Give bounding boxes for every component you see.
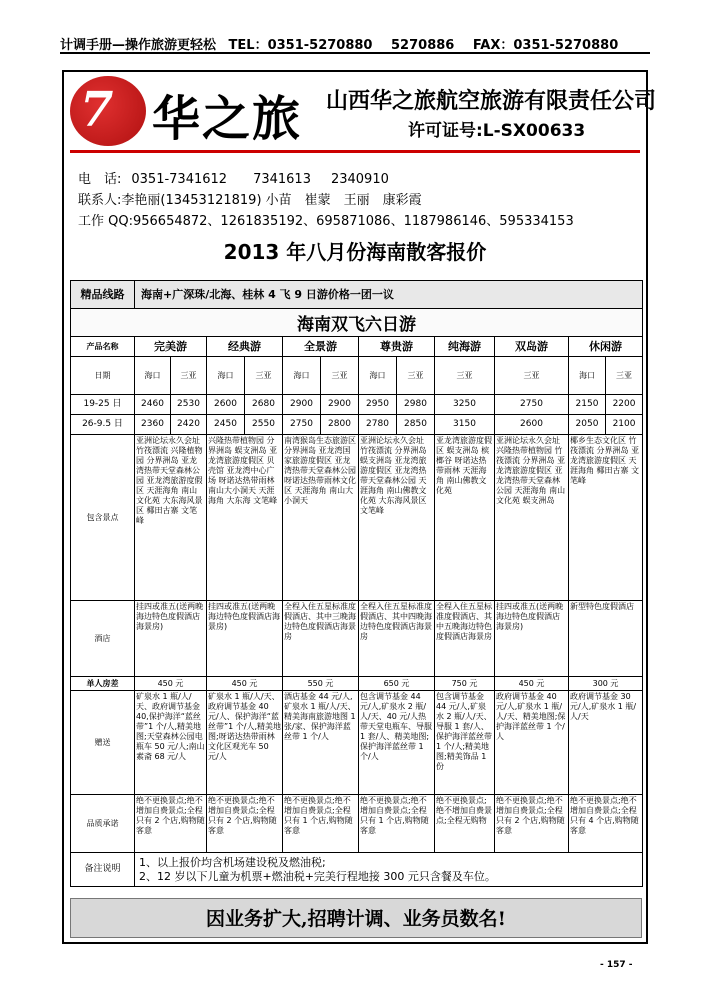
- price: 2100: [606, 415, 643, 435]
- page-title: 2013 年八月份海南散客报价: [223, 240, 487, 264]
- route-text: 海南+广深珠/北海、桂林 4 飞 9 日游价格一团一议: [135, 281, 643, 309]
- quality: 绝不更换景点;绝不增加自费景点;全程只有 1 个店,购物随客意: [359, 795, 435, 853]
- hotel-row: [71, 601, 643, 677]
- single: 750 元: [435, 677, 495, 691]
- company-name: 山西华之旅航空旅游有限责任公司: [326, 89, 657, 114]
- qq-line: [78, 210, 584, 229]
- product-1: 经典游: [207, 337, 283, 357]
- price: 2680: [245, 395, 283, 415]
- single: 450 元: [207, 677, 283, 691]
- date: 26-9.5 日: [71, 415, 135, 435]
- sub-2: 海口: [207, 357, 245, 395]
- notes-row: [71, 853, 643, 887]
- price: 2460: [135, 395, 171, 415]
- product-6: 休闲游: [569, 337, 643, 357]
- quality: 绝不更换景点;绝不增加自费景点;全程无购物: [435, 795, 495, 853]
- price: 2750: [495, 395, 569, 415]
- date: 19-25 日: [71, 395, 135, 415]
- price-row-0: [71, 395, 643, 415]
- product-3: 尊贵游: [359, 337, 435, 357]
- price: 2900: [283, 395, 321, 415]
- price: 2950: [359, 395, 397, 415]
- quality: 绝不更换景点;绝不增加自费景点;全程只有 2 个店,购物随客意: [135, 795, 207, 853]
- tel2: 5270886: [391, 38, 455, 53]
- price: 2800: [321, 415, 359, 435]
- price-row-1: [71, 415, 643, 435]
- price: 2450: [207, 415, 245, 435]
- logo-icon: 7: [70, 76, 146, 146]
- product-label: 产品名称: [71, 337, 135, 357]
- price: 2530: [171, 395, 207, 415]
- quality: 绝不更换景点;绝不增加自费景点;全程只有 2 个店,购物随客意: [207, 795, 283, 853]
- people-label: 联系人:: [78, 193, 122, 208]
- spots: 椰乡生态文化区 竹筏漂流 分界洲岛 亚龙湾旅游度假区 天涯海角 椰田古寨 文笔峰: [569, 435, 643, 601]
- sub-10: 海口: [569, 357, 606, 395]
- row-label: 酒店: [71, 601, 135, 677]
- hotel: 全程入住五星标准度假酒店、其中三晚海边特色度假酒店海景房: [283, 601, 359, 677]
- quality-row: [71, 795, 643, 853]
- phone-2: 7341613: [253, 172, 311, 187]
- price: 2420: [171, 415, 207, 435]
- single: 450 元: [135, 677, 207, 691]
- gift: 政府调节基金 40 元/人,矿泉水 1 瓶/人/天、精美地图;保护海洋蓝丝带 1 个/人: [495, 691, 569, 795]
- phone-line: [78, 168, 399, 187]
- price: 2050: [569, 415, 606, 435]
- product-4: 纯海游: [435, 337, 495, 357]
- route-label: 精品线路: [71, 281, 135, 309]
- sub-5: 三亚: [321, 357, 359, 395]
- divider: [70, 150, 640, 153]
- single: 300 元: [569, 677, 643, 691]
- price: 2600: [495, 415, 569, 435]
- gift-row: [71, 691, 643, 795]
- product-title: 海南双飞六日游: [71, 309, 643, 337]
- sub-8: 三亚: [435, 357, 495, 395]
- gift: 包含调节基金 44 元/人,矿泉水 2 瓶/人/天、导服 1 套/人、保护海洋蓝丝带 1 个/人;精美地图;精美饰品 1 份: [435, 691, 495, 795]
- single-row: [71, 677, 643, 691]
- spots: 亚洲论坛永久会址 竹筏漂流 分界洲岛 蜈支洲岛 亚龙湾旅游度假区 亚龙湾热带天堂森林公园 天涯海角 南山佛教文化苑 大东海风景区 文笔峰: [359, 435, 435, 601]
- price: 2360: [135, 415, 171, 435]
- price: 2850: [397, 415, 435, 435]
- sub-4: 海口: [283, 357, 321, 395]
- recruit-banner: 因业务扩大,招聘计调、业务员数名!: [70, 898, 642, 938]
- single: 550 元: [283, 677, 359, 691]
- price: 2750: [283, 415, 321, 435]
- spots: 南湾猴岛生态旅游区 分界洲岛 亚龙湾国家旅游度假区 亚龙湾热带天堂森林公园 呀诺达热带雨林文化区 天涯海角 南山大小洞天: [283, 435, 359, 601]
- note: 1、以上报价均含机场建设税及燃油税;: [139, 855, 326, 869]
- row-label: 品质承诺: [71, 795, 135, 853]
- row-label: 备注说明: [71, 853, 135, 887]
- hotel: 挂四或准五(送两晚海边特色度假酒店海景房): [135, 601, 207, 677]
- sub-11: 三亚: [606, 357, 643, 395]
- people: 李艳丽(13453121819) 小苗 崔蒙 王丽 康彩霞: [121, 193, 422, 208]
- price: 2550: [245, 415, 283, 435]
- price: 3250: [435, 395, 495, 415]
- hotel: 全程入住五星标准度假酒店、其中五晚海边特色度假酒店海景房: [435, 601, 495, 677]
- fax: FAX：0351-5270880: [472, 38, 619, 53]
- sub-9: 三亚: [495, 357, 569, 395]
- spots: 兴隆热带植物园 分界洲岛 蜈支洲岛 亚龙湾旅游度假区 贝壳馆 亚龙湾中心广场 呀诺达热带雨林 南山大小洞天 天涯海角 大东海 文笔峰: [207, 435, 283, 601]
- product-0: 完美游: [135, 337, 207, 357]
- page-number: - 157 -: [600, 960, 633, 970]
- price: 3150: [435, 415, 495, 435]
- sub-1: 三亚: [171, 357, 207, 395]
- price-table: [70, 280, 643, 887]
- product-5: 双岛游: [495, 337, 569, 357]
- sub-7: 三亚: [397, 357, 435, 395]
- quality: 绝不更换景点;绝不增加自费景点;全程只有 1 个店,购物随客意: [283, 795, 359, 853]
- sub-6: 海口: [359, 357, 397, 395]
- spots: 亚洲论坛永久会址 竹筏漂流 兴隆植物园 分界洲岛 亚龙湾热带天堂森林公园 亚龙湾旅游度假区 天涯海角 南山文化苑 大东海风景区 椰田古寨 文笔峰: [135, 435, 207, 601]
- hotel: 全程入住五星标准度假酒店、其中四晚海边特色度假酒店海景房: [359, 601, 435, 677]
- gift: 政府调节基金 30 元/人,矿泉水 1 瓶/人/天: [569, 691, 643, 795]
- price: 2780: [359, 415, 397, 435]
- gift: 矿泉水 1 瓶/人/天、政府调节基金 40,保护海洋“蓝丝带”1 个/人,精美地图;天堂森林公园电瓶车 50 元/人;南山素斋 68 元/人: [135, 691, 207, 795]
- price: 2980: [397, 395, 435, 415]
- spots-row: [71, 435, 643, 601]
- sub-0: 海口: [135, 357, 171, 395]
- people-line: [78, 189, 432, 208]
- gift: 矿泉水 1 瓶/人/天、政府调节基金 40 元/人、保护海洋“蓝丝带”1 个/人,精美地图;呀诺达热带雨林文化区观光车 50 元/人: [207, 691, 283, 795]
- date-label: 日期: [71, 357, 135, 395]
- quality: 绝不更换景点;绝不增加自费景点;全程只有 4 个店,购物随客意: [569, 795, 643, 853]
- license-number: 许可证号:L-SX00633: [408, 121, 586, 141]
- spots: 亚龙湾旅游度假区 蜈支洲岛 槟榔谷 呀诺达热带雨林 天涯海角 南山佛教文化苑: [435, 435, 495, 601]
- quality: 绝不更换景点;绝不增加自费景点;全程只有 2 个店,购物随客意: [495, 795, 569, 853]
- phone-3: 2340910: [330, 172, 389, 187]
- price: 2900: [321, 395, 359, 415]
- single: 450 元: [495, 677, 569, 691]
- note: 2、12 岁以下儿童为机票+燃油税+完美行程地接 300 元只含餐及车位。: [139, 869, 496, 883]
- phone-label: 电 话:: [78, 172, 122, 187]
- brand-name: 华之旅: [152, 91, 303, 147]
- price: 2200: [606, 395, 643, 415]
- hotel: 挂四或准五(送两晚海边特色度假酒店海景房): [495, 601, 569, 677]
- hotel: 挂四或准五(送两晚海边特色度假酒店海景房): [207, 601, 283, 677]
- slogan: 计调手册—操作旅游更轻松: [60, 38, 217, 53]
- spots: 亚洲论坛永久会址 兴隆热带植物园 竹筏漂流 分界洲岛 亚龙湾旅游度假区 亚龙湾热带天堂森林公园 天涯海角 南山文化苑 蜈支洲岛: [495, 435, 569, 601]
- qq-numbers: 956654872、1261835192、695871086、1187986146、595334153: [132, 214, 574, 229]
- phone-1: 0351-7341612: [131, 172, 228, 187]
- gift: 酒店基金 44 元/人,矿泉水 1 瓶/人/天、精美海南旅游地图 1 张/家、保护海洋蓝丝带 1 个/人: [283, 691, 359, 795]
- row-label: 赠送: [71, 691, 135, 795]
- header-bar: [60, 34, 650, 54]
- price: 2150: [569, 395, 606, 415]
- row-label: 包含景点: [71, 435, 135, 601]
- price: 2600: [207, 395, 245, 415]
- gift: 包含调节基金 44 元/人,矿泉水 2 瓶/人/天、40 元/人热带天堂电瓶车、导服 1 套/人、精美地图;保护海洋蓝丝带 1 个/人: [359, 691, 435, 795]
- tel: TEL：0351-5270880: [228, 38, 373, 53]
- qq-label: 工作 QQ:: [78, 214, 133, 229]
- single: 650 元: [359, 677, 435, 691]
- hotel: 新型特色度假酒店: [569, 601, 643, 677]
- sub-3: 三亚: [245, 357, 283, 395]
- row-label: 单人房差: [71, 677, 135, 691]
- product-2: 全景游: [283, 337, 359, 357]
